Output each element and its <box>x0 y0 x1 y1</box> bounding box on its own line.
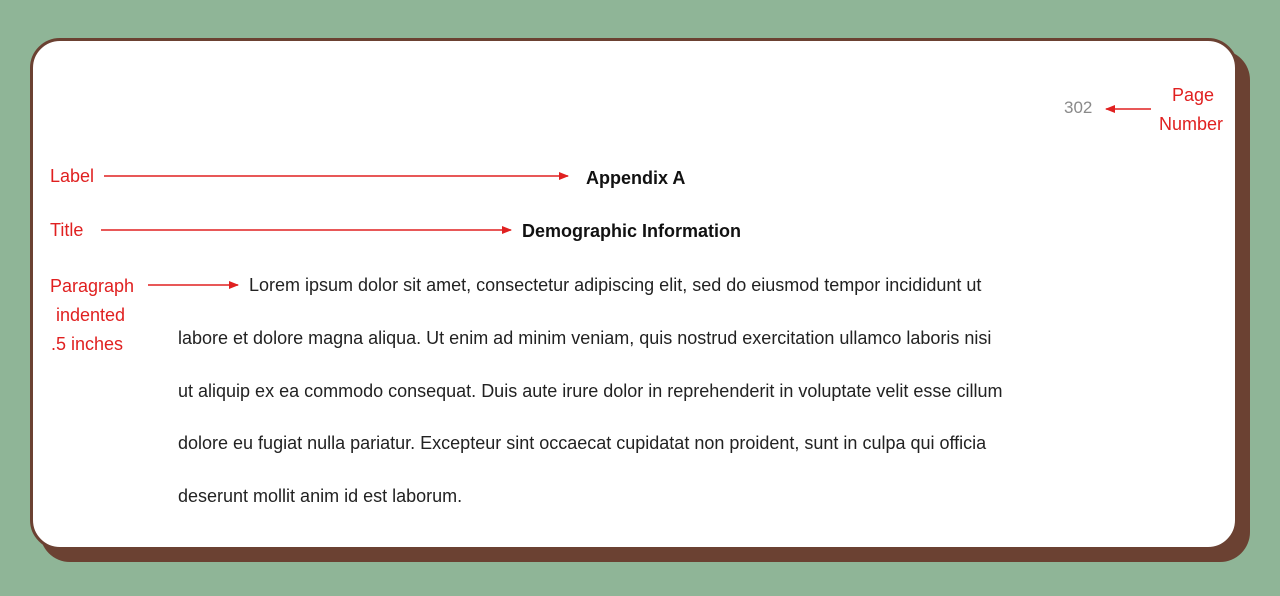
label-annotation: Label <box>50 166 95 186</box>
page-number-annotation-line2: Number <box>1159 114 1224 134</box>
paragraph-line: labore et dolore magna aliqua. Ut enim ad minim veniam, quis nostrud exercitation ullamco laboris nisi <box>178 328 992 348</box>
paragraph-line: deserunt mollit anim id est laborum. <box>178 486 463 506</box>
paragraph-line: ut aliquip ex ea commodo consequat. Duis aute irure dolor in reprehenderit in voluptate velit esse cillum <box>178 381 1003 401</box>
paragraph-annotation-line2: indented <box>56 305 126 325</box>
page-number-annotation-line1: Page <box>1172 85 1215 105</box>
paragraph-line: dolore eu fugiat nulla pariatur. Excepteur sint occaecat cupidatat non proident, sunt in culpa qui officia <box>178 433 987 453</box>
paragraph-line: Lorem ipsum dolor sit amet, consectetur adipiscing elit, sed do eiusmod tempor incididunt ut <box>249 275 982 295</box>
appendix-title: Demographic Information <box>522 221 742 241</box>
title-annotation: Title <box>50 220 84 240</box>
paragraph-annotation-line1: Paragraph <box>50 276 135 296</box>
appendix-label: Appendix A <box>586 168 686 188</box>
paragraph-annotation-line3: .5 inches <box>51 334 124 354</box>
page-number: 302 <box>1064 98 1093 117</box>
